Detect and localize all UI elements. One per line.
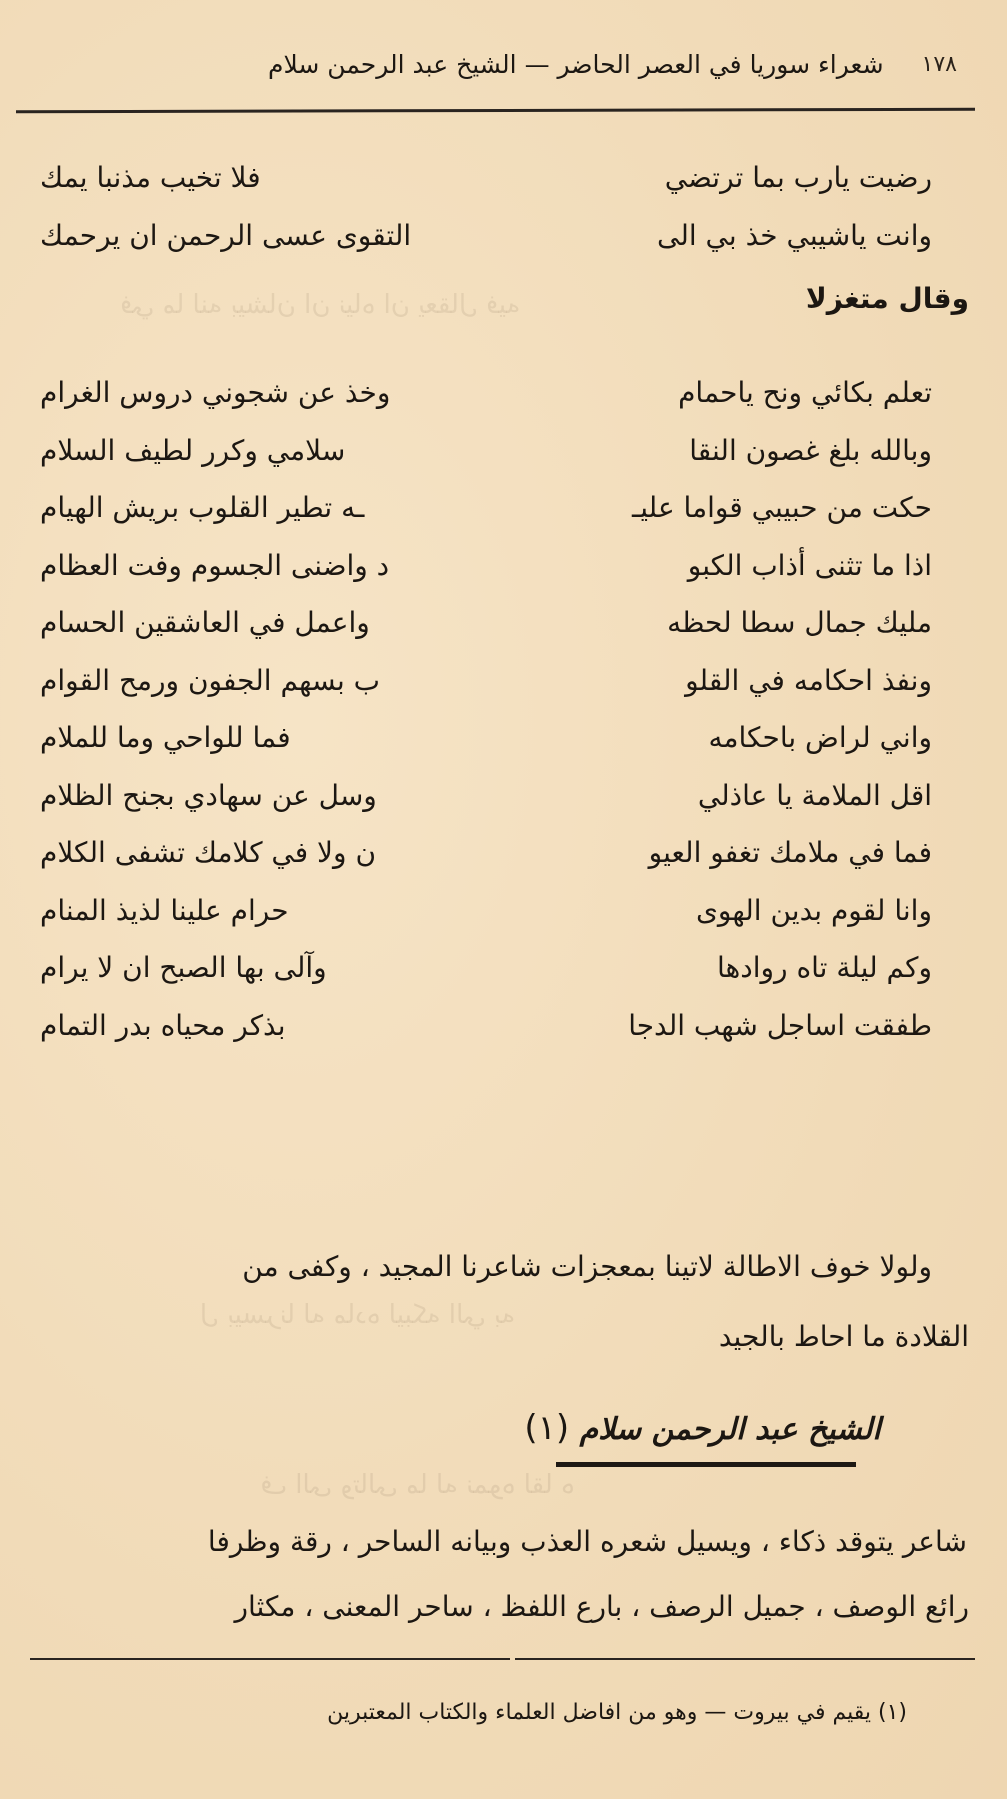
verse-second-hemistich: وخذ عن شجوني دروس الغرام	[40, 376, 391, 410]
footnote-rule-right	[515, 1658, 975, 1660]
verse-line	[40, 939, 932, 997]
footnote: (١) يقيم في بيروت — وهو من افاضل العلماء والكتاب المعتبرين	[327, 1700, 907, 1725]
verse-line	[40, 479, 932, 537]
verse-line	[40, 824, 932, 882]
verse-second-hemistich: ـه تطير القلوب بريش الهيام	[40, 491, 365, 525]
verse-first-hemistich: طفقت اساجل شهب الدجا	[628, 1008, 932, 1042]
verse-first-hemistich: واني لراض باحكامه	[708, 721, 932, 755]
page-number: ١٧٨	[921, 51, 957, 77]
verse-second-hemistich: ن ولا في كلامك تشفى الكلام	[40, 836, 376, 870]
verse-second-hemistich: وسل عن سهادي بجنح الظلام	[40, 778, 377, 812]
poet-name-heading: الشيخ عبد الرحمن سلام	[579, 1412, 881, 1447]
verse-line	[40, 767, 932, 825]
footnote-marker: (١)	[524, 1408, 570, 1448]
verse-second-hemistich: حرام علينا لذيذ المنام	[40, 893, 289, 927]
verse-line	[40, 652, 932, 710]
verse-first-hemistich: رضيت يارب بما ترتضي	[664, 160, 932, 194]
opening-verses	[40, 148, 932, 264]
verse-second-hemistich: وآلى بها الصبح ان لا يرام	[40, 951, 327, 985]
ghazal-verses	[40, 364, 932, 1054]
verse-first-hemistich: فما في ملامك تغفو العيو	[648, 836, 932, 870]
verse-first-hemistich: اقل الملامة يا عاذلي	[697, 778, 932, 812]
verse-first-hemistich: مليك جمال سطا لحظه	[667, 606, 932, 640]
verse-line	[40, 364, 932, 422]
verse-line	[40, 422, 932, 480]
biography-line-2: رائع الوصف ، جميل الرصف ، بارع اللفظ ، ساحر المعنى ، مكثار	[234, 1590, 969, 1623]
verse-first-hemistich: حكت من حبيبي قواما عليـ	[632, 491, 932, 525]
section-title	[510, 1408, 895, 1448]
verse-first-hemistich: ونفذ احكامه في القلو	[685, 663, 932, 697]
verse-line	[40, 709, 932, 767]
bleed-through-text: ل بيسرنا له ماده ليبكه الي به	[200, 1300, 516, 1330]
verse-second-hemistich: سلامي وكرر لطيف السلام	[40, 433, 346, 467]
bleed-through-text: في ما لنه بيشان ان نياه ان يعقال فيه	[120, 290, 521, 320]
verse-second-hemistich: ب بسهم الجفون ورمح القوام	[40, 663, 381, 697]
bleed-through-text: ف الى وتالى ما له نموه لقا ه	[260, 1470, 575, 1500]
ghazal-intro: وقال متغزلا	[805, 282, 969, 315]
header-rule	[16, 108, 975, 114]
verse-line	[40, 594, 932, 652]
verse-first-hemistich: وانت ياشيبي خذ بي الى	[657, 218, 932, 252]
verse-first-hemistich: وانا لقوم بدين الهوى	[695, 893, 932, 927]
verse-line	[40, 997, 932, 1055]
verse-first-hemistich: اذا ما تثنى أذاب الكبو	[687, 548, 932, 582]
verse-line	[40, 882, 932, 940]
verse-first-hemistich: تعلم بكائي ونح ياحمام	[678, 376, 932, 410]
running-header	[180, 44, 957, 84]
verse-second-hemistich: فما للواحي وما للملام	[40, 721, 291, 755]
closing-prose-line-1: ولولا خوف الاطالة لاتينا بمعجزات شاعرنا المجيد ، وكفى من	[242, 1250, 932, 1283]
verse-second-hemistich: فلا تخيب مذنبا يمك	[40, 160, 261, 194]
footnote-rule-left	[30, 1658, 510, 1660]
verse-first-hemistich: وكم ليلة تاه روادها	[716, 951, 932, 985]
verse-second-hemistich: التقوى عسى الرحمن ان يرحمك	[40, 218, 412, 252]
closing-prose-line-2: القلادة ما احاط بالجيد	[718, 1320, 969, 1353]
verse-line	[40, 148, 932, 206]
biography-line-1: شاعر يتوقد ذكاء ، ويسيل شعره العذب وبيانه الساحر ، رقة وظرفا	[207, 1525, 967, 1558]
verse-line	[40, 537, 932, 595]
verse-first-hemistich: وبالله بلغ غصون النقا	[689, 433, 932, 467]
verse-second-hemistich: واعمل في العاشقين الحسام	[40, 606, 370, 640]
title-underline	[556, 1462, 856, 1467]
verse-second-hemistich: بذكر محياه بدر التمام	[40, 1008, 286, 1042]
verse-second-hemistich: د واضنى الجسوم وفت العظام	[40, 548, 390, 582]
running-title: شعراء سوريا في العصر الحاضر — الشيخ عبد الرحمن سلام	[268, 49, 884, 79]
verse-line	[40, 206, 932, 264]
